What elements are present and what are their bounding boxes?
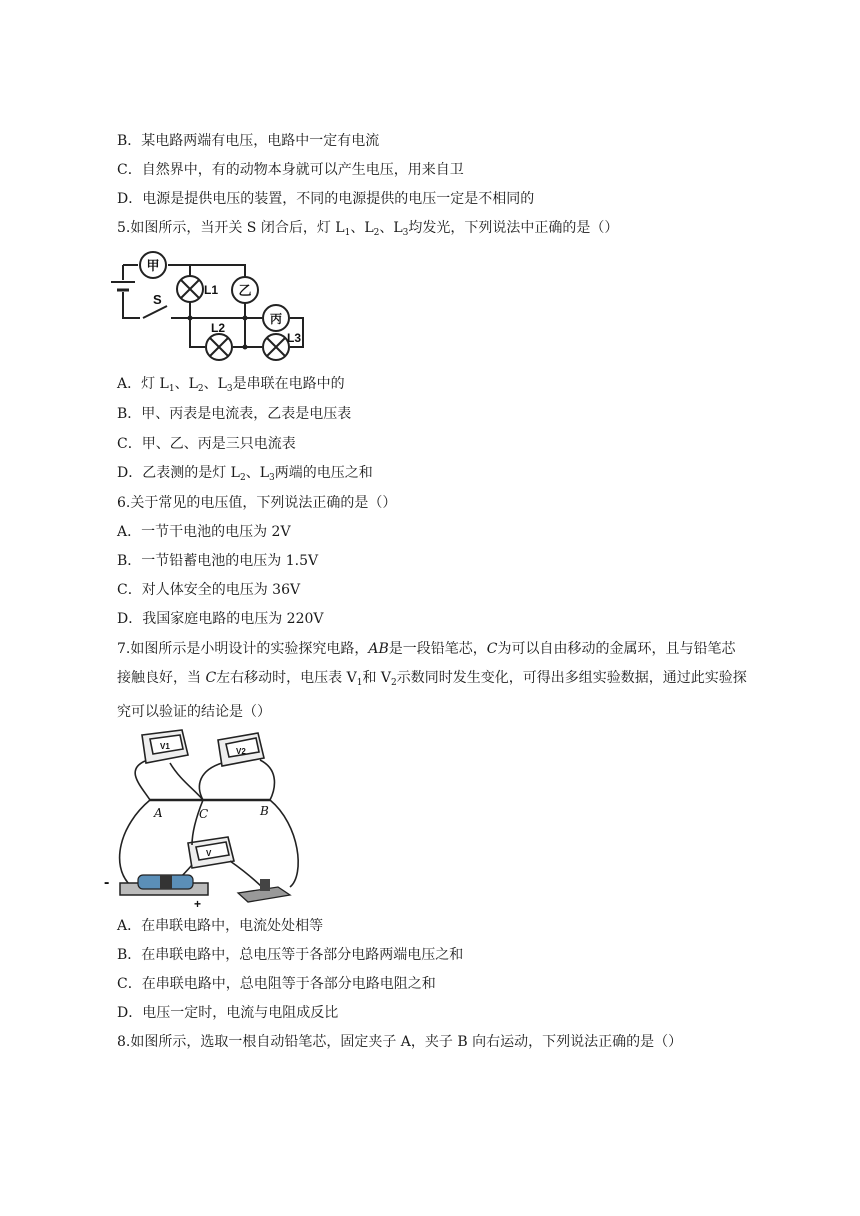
lamp-l2-label: L2	[211, 321, 226, 335]
q7-experiment-illustration	[100, 725, 310, 910]
q7-c2: C	[205, 670, 217, 686]
q6-option-a: A．一节干电池的电压为 2V	[117, 524, 291, 540]
q4-option-b: B．某电路两端有电压，电路中一定有电流	[117, 133, 380, 149]
q7-option-a: A．在串联电路中，电流处处相等	[117, 918, 324, 934]
q6-option-b: B．一节铅蓄电池的电压为 1.5V	[117, 553, 319, 569]
q5-option-a: A．灯 $L_1$、$L_2$、$L_3$是串联在电路中的	[117, 376, 345, 394]
point-a-label: A	[154, 806, 163, 820]
q5-stem-pre: 5.如图所示，当开关 S 闭合后，灯 L	[117, 220, 345, 236]
q5-option-b: B．甲、丙表是电流表，乙表是电压表	[117, 406, 352, 422]
voltmeter-v2-label: V2	[236, 747, 246, 756]
q7-option-c: C．在串联电路中，总电阻等于各部分电路电阻之和	[117, 976, 436, 992]
q7-stem-h: 此实验探究可以验证的结论是（）	[117, 670, 747, 720]
q8-stem: 8.如图所示，选取一根自动铅笔芯，固定夹子 A，夹子 B 向右运动，下列说法正确的是（）	[117, 1034, 683, 1050]
battery-minus-label: -	[104, 874, 110, 891]
battery-plus-label: +	[194, 897, 202, 910]
switch-label: S	[153, 292, 162, 307]
point-b-label: B	[260, 804, 269, 818]
q7-stem-f: 和 V	[362, 670, 392, 686]
meter-yi-label: 乙	[238, 283, 252, 298]
q7-stem: 7.如图所示是小明设计的实验探究电路，AB是一段铅笔芯，C为可以自由移动的金属环，且与铅笔芯接触良好，当 C左右移动时，电压表 $V_1$和 $V_2$示数同时发生变化，可得出多组实验数据，通过此实验探究可以验证的结论是（）	[117, 641, 747, 720]
q5-stem-post: 均发光，下列说法中正确的是（）	[408, 220, 619, 236]
q5-option-c: C．甲、乙、丙是三只电流表	[117, 436, 296, 452]
q5-option-a-pre: A．灯 L	[117, 376, 169, 392]
voltmeter-v1-label: V1	[160, 742, 170, 751]
q5-option-d-post: 两端的电压之和	[274, 465, 373, 481]
q7-stem-d: 笔芯接触良好，当	[117, 641, 736, 686]
q6-stem: 6.关于常见的电压值，下列说法正确的是（）	[117, 495, 397, 511]
q7-stem-c: 为可以自由移动的金属环，且与铅	[497, 641, 708, 657]
q7-option-b: B．在串联电路中，总电压等于各部分电路两端电压之和	[117, 947, 464, 963]
point-c-label: C	[199, 807, 209, 821]
lamp-l1-label: L1	[204, 283, 219, 297]
q7-stem-e: 左右移动时，电压表 V	[216, 670, 357, 686]
q5-stem: 5.如图所示，当开关 S 闭合后，灯 $L_1$、$L_2$、$L_3$均发光，下列说法中正确的是（）	[117, 220, 619, 238]
lamp-l3-label: L3	[287, 331, 302, 345]
q7-stem-g: 示数同时发生变化，可得出多组实验数据，通过	[396, 670, 691, 686]
voltmeter-v-label: V	[206, 849, 212, 858]
q6-option-d: D．我国家庭电路的电压为 220V	[117, 611, 324, 627]
q4-option-d: D．电源是提供电压的装置，不同的电源提供的电压一定是不相同的	[117, 191, 535, 207]
q7-option-d: D．电压一定时，电流与电阻成反比	[117, 1005, 339, 1021]
q5-circuit-diagram	[105, 250, 325, 365]
meter-jia-label: 甲	[146, 258, 160, 273]
q7-stem-a: 7.如图所示是小明设计的实验探究电路，	[117, 641, 369, 657]
q5-option-d: D．乙表测的是灯 $L_2$、$L_3$两端的电压之和	[117, 465, 373, 483]
q5-option-d-pre: D．乙表测的是灯 L	[117, 465, 240, 481]
q7-c1: C	[486, 641, 498, 657]
q7-stem-b: 是一段铅笔芯，	[388, 641, 487, 657]
q6-option-c: C．对人体安全的电压为 36V	[117, 582, 301, 598]
q7-ab: AB	[368, 641, 389, 657]
q4-option-c: C．自然界中，有的动物本身就可以产生电压，用来自卫	[117, 162, 464, 178]
meter-bing-label: 丙	[269, 312, 283, 326]
q5-option-a-post: 是串联在电路中的	[232, 376, 345, 392]
